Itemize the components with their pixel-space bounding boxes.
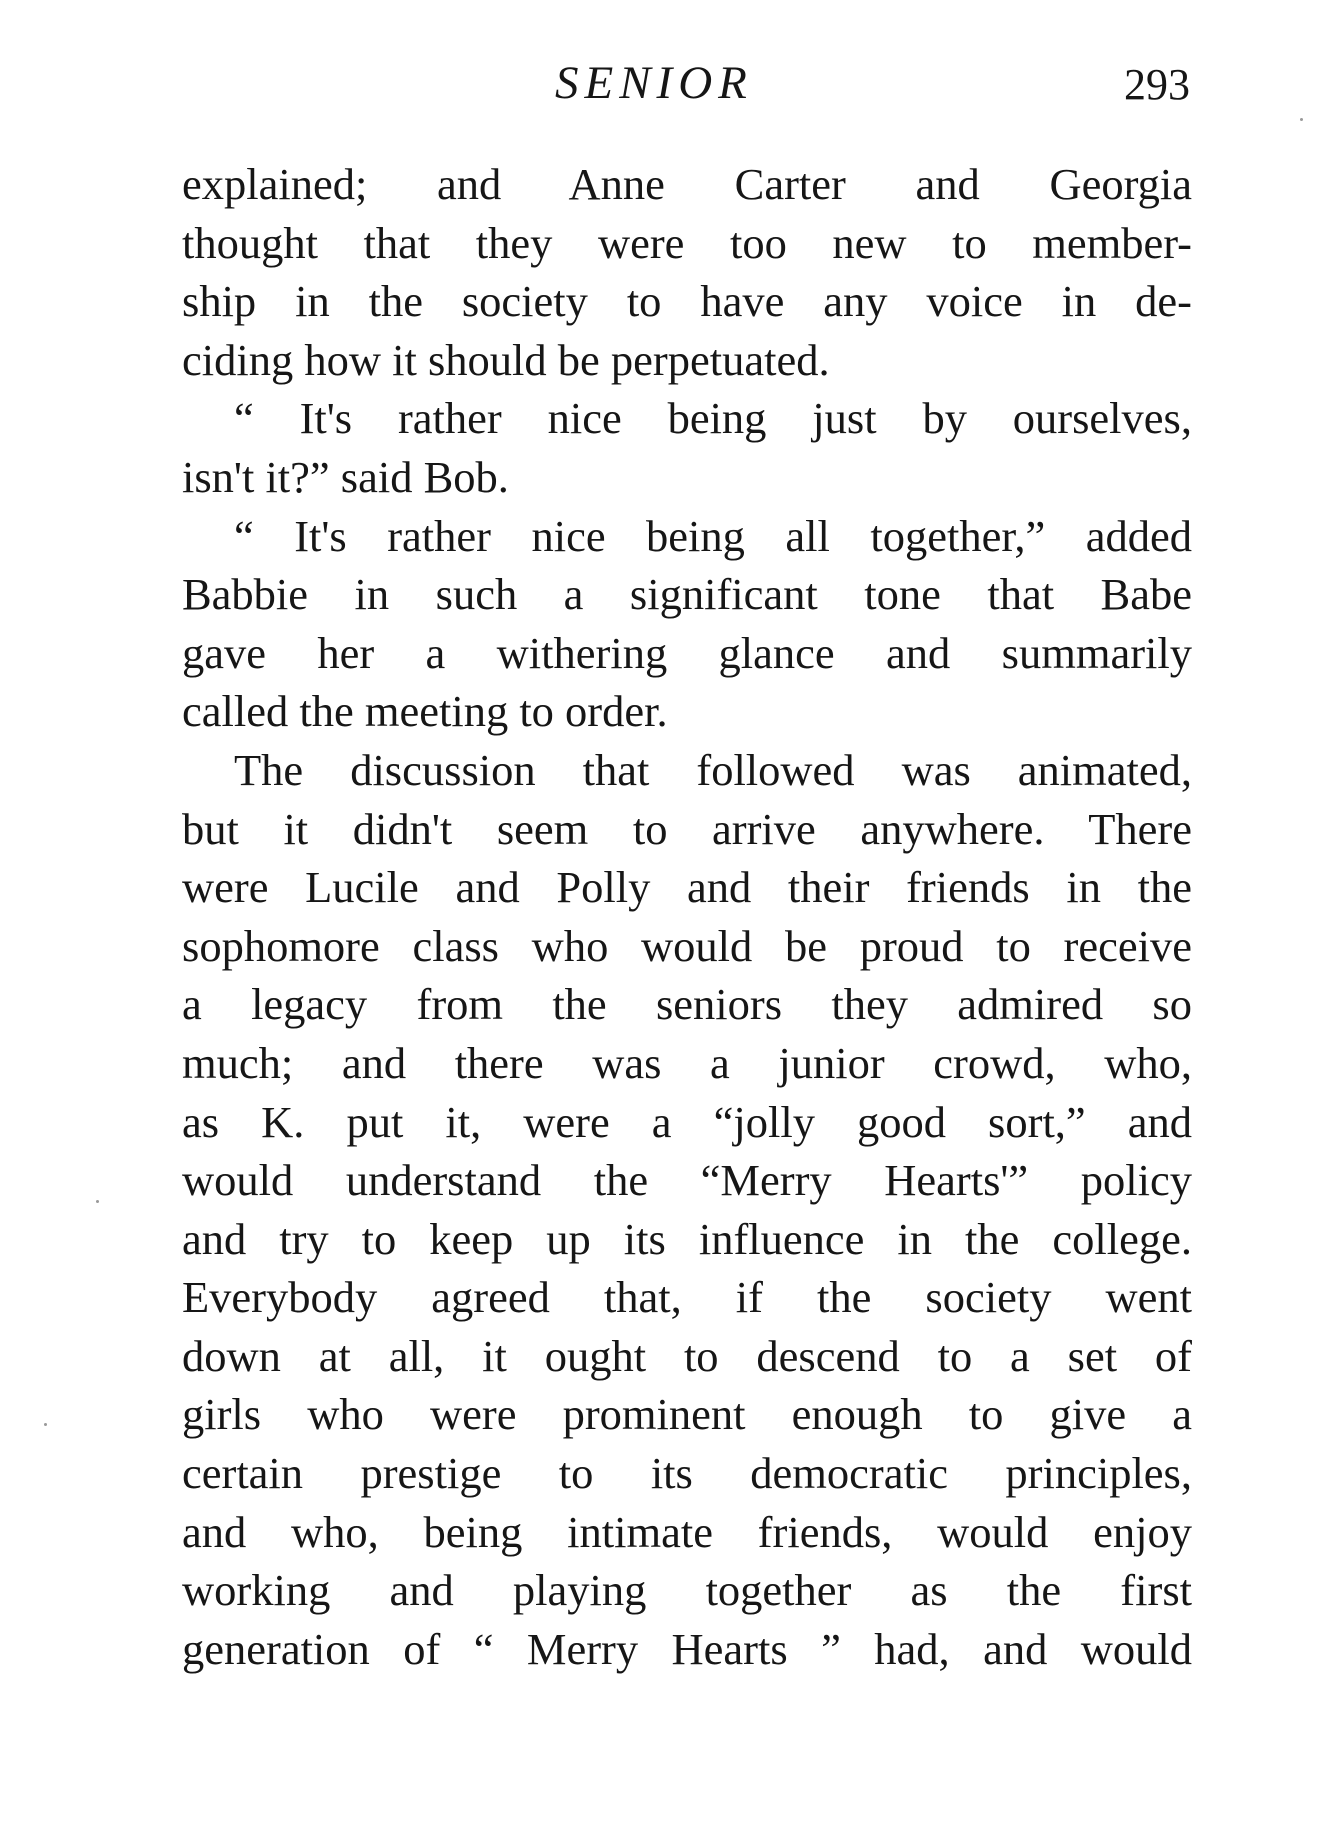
text-line: called the meeting to order.	[182, 686, 668, 737]
text-line: as K. put it, were a “jolly good sort,” and	[182, 1096, 1192, 1147]
text-line: explained; and Anne Carter and Georgia	[182, 159, 1192, 209]
text-line: much; and there was a junior crowd, who,	[182, 1037, 1192, 1088]
body-text	[182, 155, 1192, 1678]
text-line: girls who were prominent enough to give a	[182, 1389, 1192, 1440]
paper-speck	[96, 1200, 99, 1203]
text-line: would understand the “Merry Hearts'” policy	[182, 1155, 1192, 1206]
text-line: isn't it?” said Bob.	[182, 451, 509, 502]
paper-speck	[1300, 118, 1303, 121]
text-line: but it didn't seem to arrive anywhere. There	[182, 803, 1192, 854]
text-line: certain prestige to its democratic principles,	[182, 1448, 1192, 1499]
text-line: Babbie in such a significant tone that Babe	[182, 569, 1192, 620]
text-line: down at all, it ought to descend to a set of	[182, 1330, 1192, 1381]
text-line: ship in the society to have any voice in de-	[182, 276, 1192, 327]
text-line: Everybody agreed that, if the society went	[182, 1272, 1192, 1323]
paper-speck	[44, 1423, 47, 1426]
text-line: sophomore class who would be proud to receive	[182, 920, 1192, 971]
text-line: and who, being intimate friends, would enjoy	[182, 1506, 1192, 1557]
text-line: working and playing together as the first	[182, 1565, 1192, 1616]
text-line: The discussion that followed was animated,	[234, 744, 1192, 795]
text-line: were Lucile and Polly and their friends in the	[182, 862, 1192, 913]
text-line: “ It's rather nice being just by ourselves,	[234, 393, 1192, 444]
text-line: gave her a withering glance and summarily	[182, 627, 1192, 678]
text-line: thought that they were too new to member-	[182, 217, 1192, 268]
running-head	[0, 48, 1342, 118]
text-line: a legacy from the seniors they admired so	[182, 979, 1192, 1030]
running-title: SENIOR	[555, 57, 753, 109]
text-line: generation of “ Merry Hearts ” had, and would	[182, 1623, 1192, 1674]
page-number: 293	[1124, 60, 1190, 109]
text-line: “ It's rather nice being all together,” added	[234, 510, 1192, 561]
text-line: ciding how it should be perpetuated.	[182, 334, 830, 385]
text-line: and try to keep up its influence in the college.	[182, 1213, 1192, 1264]
